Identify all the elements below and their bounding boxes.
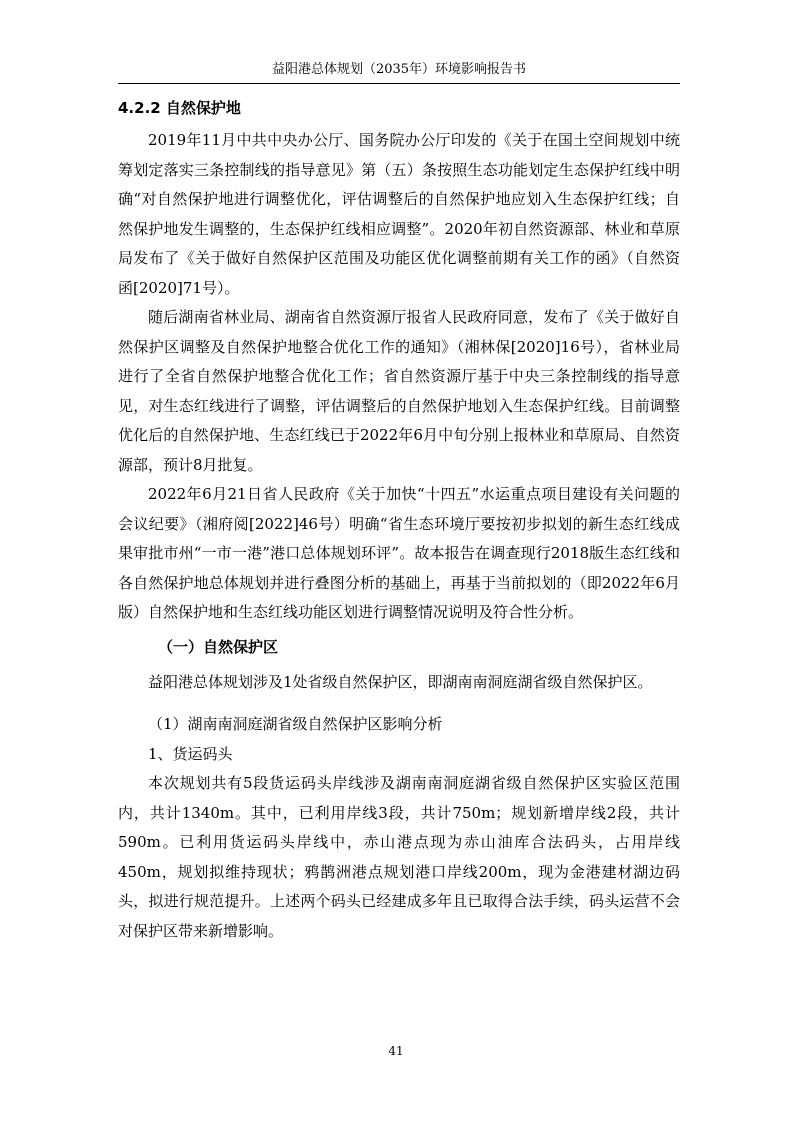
page-header: 益阳港总体规划（2035年）环境影响报告书 [271, 62, 527, 77]
paragraph-1: 2019年11月中共中央办公厅、国务院办公厅印发的《关于在国土空间规划中统筹划定落实三条控制线的指导意见》第（五）条按照生态功能划定生态保护红线中明确“对自然保护地进行调整优化，评估调整后的自然保护地应划入生态保护红线；自然保护地发生调整的，生态保护红线相应调整”。2020年初自然资源部、林业和草原局发布了《关于做好自然保护区范围及功能区优化调整前期有关工作的函》（自然资函[2020]71号）。 [118, 131, 680, 297]
subsection-intro: 益阳港总体规划涉及1处省级自然保护区，即湖南南洞庭湖省级自然保护区。 [148, 672, 653, 691]
subsection-body: 本次规划共有5段货运码头岸线涉及湖南南洞庭湖省级自然保护区实验区范围内，共计1340m。其中，已利用岸线3段，共计750m；规划新增岸线2段，共计590m。已利用货运码头岸线中，赤山港点现为赤山油库合法码头，占用岸线450m，规划拟维持现状；鸦鹊洲港点规划港口岸线200m，现为金港建材湖边码头，拟进行规范提升。上述两个码头已经建成多年且已取得合法手续，码头运营不会对保护区带来新增影响。 [118, 774, 680, 940]
spacer [118, 697, 680, 709]
paragraph-3: 2022年6月21日省人民政府《关于加快“十四五”水运重点项目建设有关问题的会议纪要》（湘府阅[2022]46号）明确“省生态环境厅要按初步拟划的新生态红线成果审批市州“一市一港”港口总体规划环评”。故本报告在调查现行2018版生态红线和各自然保护地总体规划并进行叠图分析的基础上，再基于当前拟划的（即2022年6月版）自然保护地和生态红线功能区划进行调整情况说明及符合性分析。 [118, 485, 680, 621]
paragraph-2: 随后湖南省林业局、湖南省自然资源厅报省人民政府同意，发布了《关于做好自然保护区调整及自然保护地整合优化工作的通知》（湘林保[2020]16号），省林业局进行了全省自然保护地整合优化工作；省自然资源厅基于中央三条控制线的指导意见，对生态红线进行了调整，评估调整后的自然保护地划入生态保护红线。目前调整优化后的自然保护地、生态红线已于2022年6月中旬分别上报林业和草原局、自然资源部，预计8月批复。 [118, 308, 680, 474]
section-heading: 4.2.2 自然保护地 [118, 99, 241, 117]
document-body [118, 96, 680, 946]
subsection-heading: （一）自然保护区 [158, 637, 279, 656]
page-number: 41 [388, 1044, 404, 1058]
list-item-subheading: 1、货运码头 [148, 745, 233, 763]
header-divider [118, 83, 680, 84]
list-item-heading: （1）湖南南洞庭湖省级自然保护区影响分析 [148, 715, 443, 733]
